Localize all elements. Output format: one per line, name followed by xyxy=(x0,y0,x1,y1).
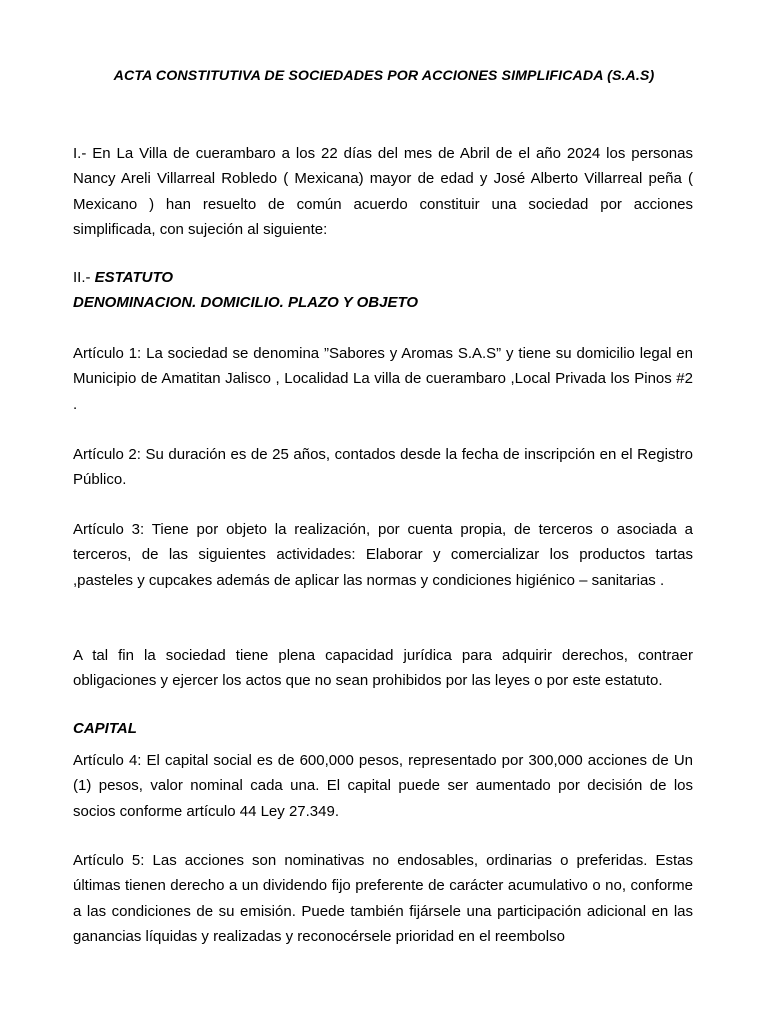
capital-heading: CAPITAL xyxy=(73,720,137,737)
article-4-paragraph: Artículo 4: El capital social es de 600,000 pesos, representado por 300,000 acciones de Un (1) pesos, valor nominal cada una. El capital puede ser aumentado por decisión de los socios conforme artículo 44 Ley 27.349. xyxy=(73,752,693,820)
intro-paragraph: I.- En La Villa de cuerambaro a los 22 días del mes de Abril de el año 2024 los personas Nancy Areli Villarreal Robledo ( Mexicana) mayor de edad y José Alberto Villarreal peña ( Mexicano ) han resuelto de común acuerdo constituir una sociedad por acciones simplificada, con sujeción al siguiente: xyxy=(73,145,693,238)
article-5-paragraph: Artículo 5: Las acciones son nominativas no endosables, ordinarias o preferidas. Estas últimas tienen derecho a un dividendo fijo preferente de carácter acumulativo o no, conforme a las condiciones de su emisión. Puede también fijársele una participación adicional en las ganancias líquidas y realizadas y reconocérsele prioridad en el reembolso xyxy=(73,852,693,945)
section-2-subtitle: DENOMINACION. DOMICILIO. PLAZO Y OBJETO xyxy=(73,294,419,311)
section-2-prefix: II.- xyxy=(73,269,95,286)
section-2-heading xyxy=(73,265,693,290)
article-3-paragraph: Artículo 3: Tiene por objeto la realización, por cuenta propia, de terceros o asociada a terceros, de las siguientes actividades: Elaborar y comercializar los productos tartas ,pasteles y cupcakes además de aplicar las normas y condiciones higiénico – sanitarias . xyxy=(73,521,693,589)
section-2-title: ESTATUTO xyxy=(94,269,174,286)
article-1-paragraph: Artículo 1: La sociedad se denomina ”Sabores y Aromas S.A.S” y tiene su domicilio legal en Municipio de Amatitan Jalisco , Localidad La villa de cuerambaro ,Local Privada los Pinos #2 . xyxy=(73,345,693,413)
document-title: ACTA CONSTITUTIVA DE SOCIEDADES POR ACCIONES SIMPLIFICADA (S.A.S) xyxy=(113,68,655,84)
capacity-paragraph: A tal fin la sociedad tiene plena capacidad jurídica para adquirir derechos, contraer obligaciones y ejercer los actos que no sean prohibidos por las leyes o por este estatuto. xyxy=(73,647,693,690)
article-2-paragraph: Artículo 2: Su duración es de 25 años, contados desde la fecha de inscripción en el Registro Público. xyxy=(73,446,693,489)
